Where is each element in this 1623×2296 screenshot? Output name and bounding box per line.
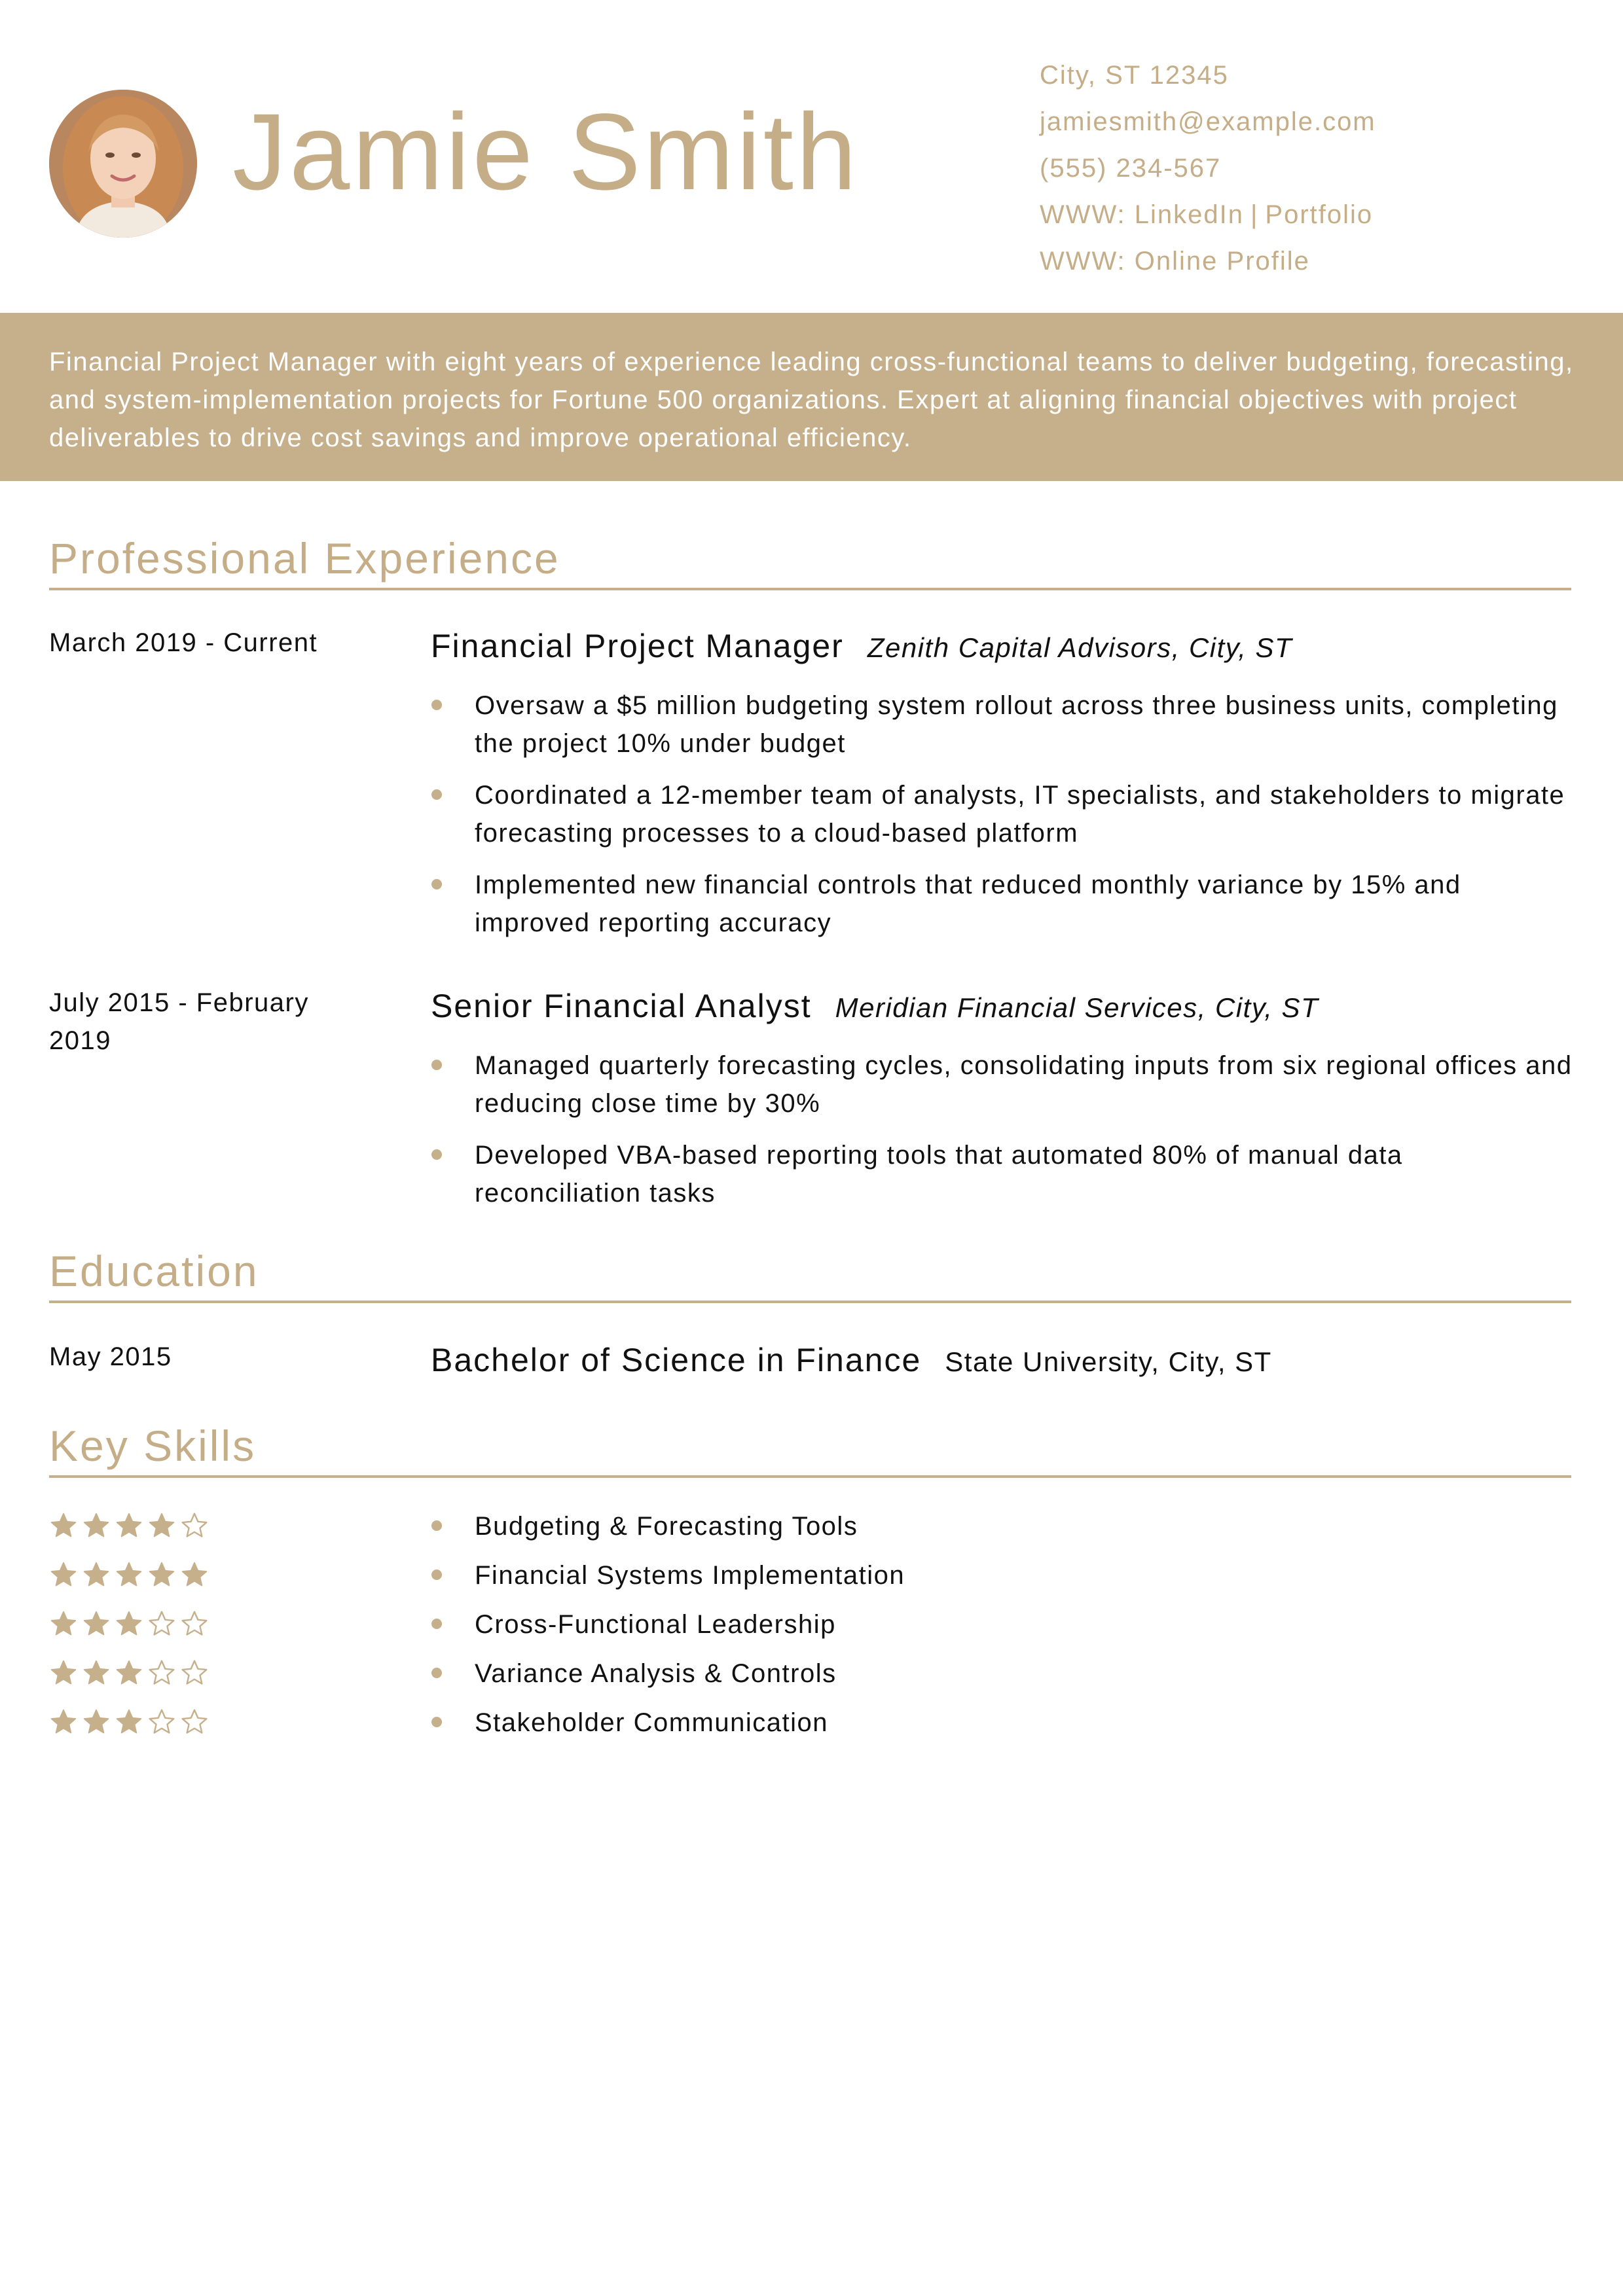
list-item: Managed quarterly forecasting cycles, consolidating inputs from six regional offices and reducing close time by 30% bbox=[431, 1047, 1573, 1122]
star-rating bbox=[49, 1560, 209, 1609]
list-item: Coordinated a 12-member team of analysts, IT specialists, and stakeholders to migrate forecasting processes to a cloud-based platform bbox=[431, 776, 1573, 852]
star-filled-icon bbox=[49, 1609, 78, 1638]
star-empty-icon bbox=[180, 1511, 209, 1540]
web-prefix: WWW: bbox=[1040, 247, 1126, 276]
school-name: State University, City, ST bbox=[945, 1346, 1272, 1377]
star-filled-icon bbox=[115, 1560, 143, 1589]
star-rating bbox=[49, 1609, 209, 1659]
star-rating bbox=[49, 1659, 209, 1708]
candidate-name: Jamie Smith bbox=[232, 92, 860, 213]
section-title-experience: Professional Experience bbox=[49, 537, 1571, 590]
star-filled-icon bbox=[49, 1560, 78, 1589]
contact-links bbox=[1040, 192, 1577, 238]
star-empty-icon bbox=[147, 1609, 176, 1638]
skill-ratings bbox=[49, 1511, 209, 1757]
star-filled-icon bbox=[82, 1511, 111, 1540]
web-prefix: WWW: bbox=[1040, 200, 1126, 229]
job-title bbox=[431, 630, 1292, 662]
star-empty-icon bbox=[180, 1708, 209, 1736]
job-position: Financial Project Manager bbox=[431, 628, 844, 664]
star-filled-icon bbox=[49, 1511, 78, 1540]
job-dates: March 2019 - Current bbox=[49, 628, 318, 657]
star-filled-icon bbox=[147, 1560, 176, 1589]
star-rating bbox=[49, 1511, 209, 1560]
skill-item: Stakeholder Communication bbox=[431, 1704, 1573, 1753]
job-dates: July 2015 - February 2019 bbox=[49, 988, 309, 1055]
star-empty-icon bbox=[180, 1659, 209, 1687]
summary-text: Financial Project Manager with eight years of experience leading cross-functional teams to deliver budgeting, forecasting, and system-implementation projects for Fortune 500 organizations. Expert at aligning financial objectives with project deliverables to drive cost savings and improve operational efficiency. bbox=[49, 348, 1574, 452]
skills-list bbox=[431, 1507, 1573, 1753]
star-filled-icon bbox=[147, 1511, 176, 1540]
job-bullets bbox=[431, 1047, 1573, 1226]
star-filled-icon bbox=[49, 1708, 78, 1736]
degree-title: Bachelor of Science in Finance bbox=[431, 1342, 922, 1378]
section-title-education: Education bbox=[49, 1249, 1571, 1303]
summary-band bbox=[0, 313, 1623, 481]
education-entry bbox=[431, 1344, 1272, 1376]
star-rating bbox=[49, 1708, 209, 1757]
star-empty-icon bbox=[180, 1609, 209, 1638]
star-filled-icon bbox=[115, 1659, 143, 1687]
list-item: Developed VBA-based reporting tools that automated 80% of manual data reconciliation tasks bbox=[431, 1136, 1573, 1212]
education-date: May 2015 bbox=[49, 1342, 172, 1371]
skill-item: Cross-Functional Leadership bbox=[431, 1605, 1573, 1655]
star-filled-icon bbox=[82, 1609, 111, 1638]
star-filled-icon bbox=[49, 1659, 78, 1687]
skill-item: Budgeting & Forecasting Tools bbox=[431, 1507, 1573, 1556]
profile-photo bbox=[49, 90, 197, 238]
contact-address: City, ST 12345 bbox=[1040, 61, 1229, 90]
profile-photo-image bbox=[49, 90, 197, 238]
job-company: Meridian Financial Services, City, ST bbox=[835, 992, 1319, 1023]
skill-item: Variance Analysis & Controls bbox=[431, 1655, 1573, 1704]
link-separator: | bbox=[1250, 200, 1259, 229]
star-empty-icon bbox=[147, 1708, 176, 1736]
linkedin-link[interactable]: LinkedIn bbox=[1134, 200, 1245, 229]
contact-block bbox=[1040, 52, 1577, 285]
star-filled-icon bbox=[82, 1708, 111, 1736]
contact-email[interactable]: jamiesmith@example.com bbox=[1040, 107, 1376, 136]
star-filled-icon bbox=[82, 1560, 111, 1589]
section-title-skills: Key Skills bbox=[49, 1424, 1571, 1478]
online-profile-link[interactable]: Online Profile bbox=[1134, 247, 1310, 276]
job-bullets bbox=[431, 687, 1573, 956]
star-empty-icon bbox=[147, 1659, 176, 1687]
portfolio-link[interactable]: Portfolio bbox=[1265, 200, 1374, 229]
star-filled-icon bbox=[115, 1609, 143, 1638]
star-filled-icon bbox=[180, 1560, 209, 1589]
star-filled-icon bbox=[115, 1708, 143, 1736]
list-item: Implemented new financial controls that reduced monthly variance by 15% and improved reporting accuracy bbox=[431, 866, 1573, 942]
star-filled-icon bbox=[115, 1511, 143, 1540]
job-title bbox=[431, 990, 1319, 1022]
skill-item: Financial Systems Implementation bbox=[431, 1556, 1573, 1605]
contact-phone: (555) 234-567 bbox=[1040, 154, 1222, 183]
job-position: Senior Financial Analyst bbox=[431, 988, 812, 1024]
contact-profile bbox=[1040, 238, 1577, 285]
star-filled-icon bbox=[82, 1659, 111, 1687]
list-item: Oversaw a $5 million budgeting system rollout across three business units, completing the project 10% under budget bbox=[431, 687, 1573, 762]
job-company: Zenith Capital Advisors, City, ST bbox=[867, 632, 1293, 663]
